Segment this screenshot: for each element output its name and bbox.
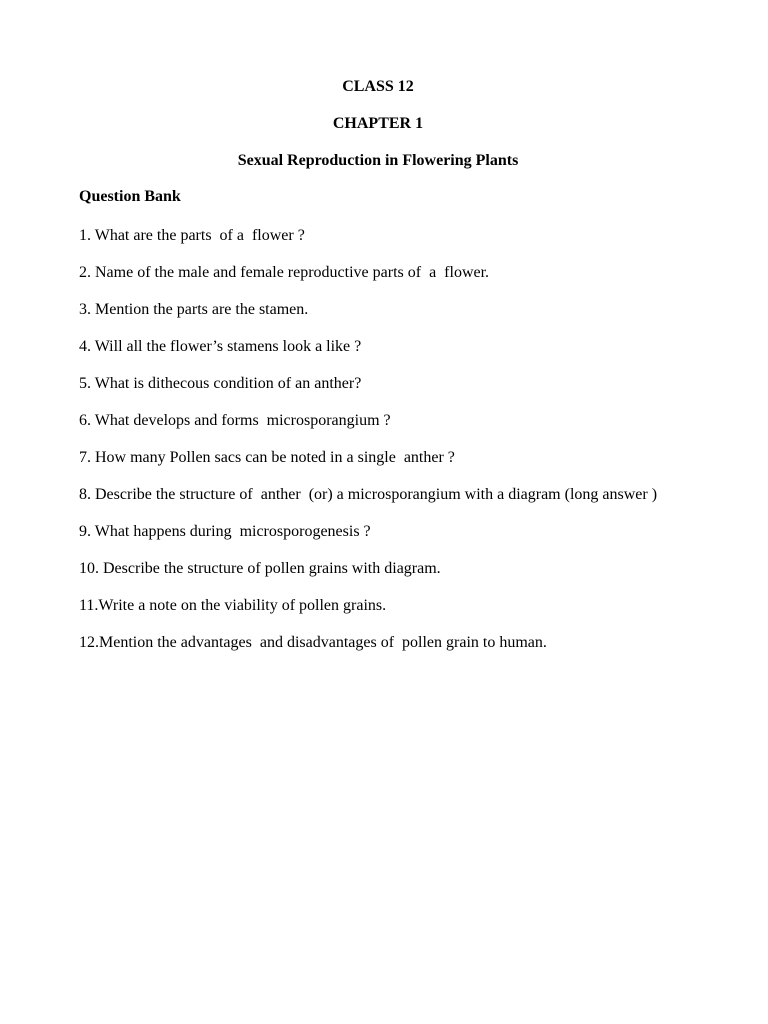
question-item: 5. What is dithecous condition of an anther? [79,375,362,392]
question-item: 2. Name of the male and female reproductive parts of a flower. [79,264,490,281]
question-item: 10. Describe the structure of pollen grains with diagram. [79,560,441,577]
question-item: 8. Describe the structure of anther (or) a microsporangium with a diagram (long answer ) [79,486,658,503]
question-bank-label: Question Bank [79,188,181,205]
chapter-title: Sexual Reproduction in Flowering Plants [237,152,519,169]
question-item: 3. Mention the parts are the stamen. [79,301,309,318]
question-item: 6. What develops and forms microsporangium ? [79,412,391,429]
question-item: 7. How many Pollen sacs can be noted in a single anther ? [79,449,455,466]
question-item: 9. What happens during microsporogenesis ? [79,523,371,540]
question-item: 4. Will all the flower’s stamens look a like ? [79,338,362,355]
question-item: 12.Mention the advantages and disadvantages of pollen grain to human. [79,634,547,651]
question-item: 1. What are the parts of a flower ? [79,227,305,244]
class-heading: CLASS 12 [342,78,414,95]
question-item: 11.Write a note on the viability of pollen grains. [79,597,387,614]
chapter-heading: CHAPTER 1 [332,115,424,132]
question-list [79,224,679,668]
